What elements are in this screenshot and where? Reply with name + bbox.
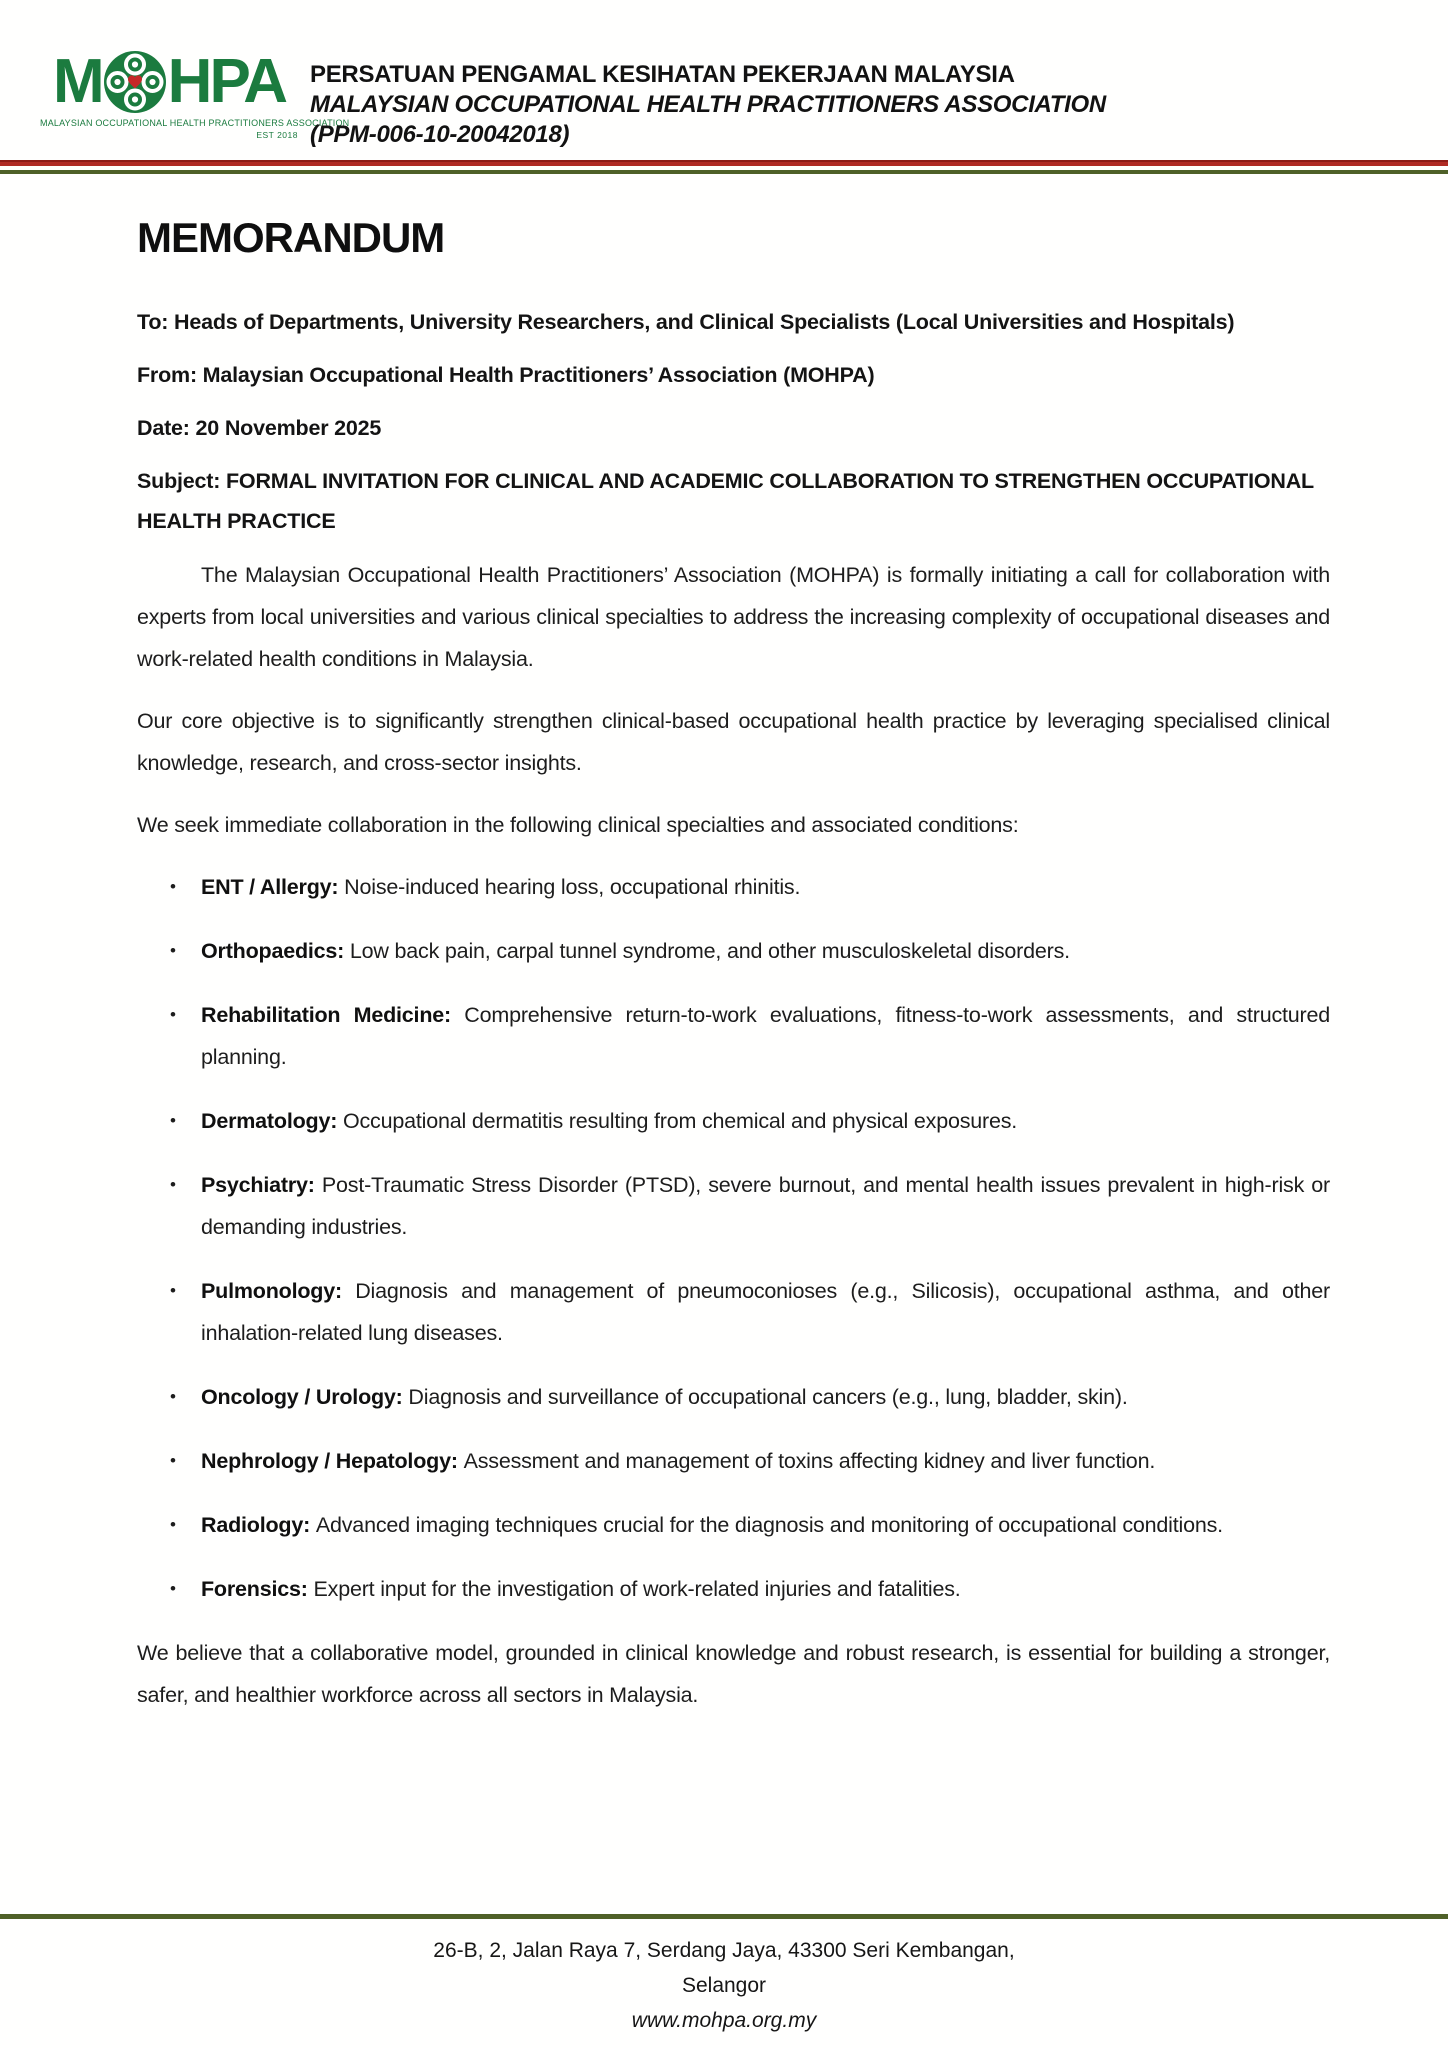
bullet-desc: Advanced imaging techniques crucial for the diagnosis and monitoring of occupational conditions. xyxy=(315,1513,1223,1537)
bullet-desc: Noise-induced hearing loss, occupational rhinitis. xyxy=(344,875,801,899)
memo-body xyxy=(0,174,1448,1736)
letterhead xyxy=(0,0,1448,160)
bullet-term: ENT / Allergy: xyxy=(201,875,345,899)
paragraph-objective: Our core objective is to significantly strengthen clinical-based occupational health practice by leveraging specialised clinical knowledge, research, and cross-sector insights. xyxy=(137,709,1330,775)
bullet-term: Rehabilitation Medicine: xyxy=(201,1003,465,1027)
mohpa-logo xyxy=(40,47,350,140)
page-footer xyxy=(0,1914,1448,2048)
bullet-term: Pulmonology: xyxy=(201,1279,356,1303)
list-item xyxy=(137,1376,1330,1418)
bullet-icon: • xyxy=(170,1175,176,1194)
list-item xyxy=(137,1440,1330,1482)
list-item xyxy=(137,930,1330,972)
bullet-icon: • xyxy=(170,877,176,896)
logo-est-year: EST 2018 xyxy=(256,130,298,140)
bullet-desc: Comprehensive return-to-work evaluations, fitness-to-work assessments, and structured planning. xyxy=(201,1003,1331,1069)
list-item xyxy=(137,1504,1330,1546)
bullet-icon: • xyxy=(170,1515,176,1534)
bullet-desc: Low back pain, carpal tunnel syndrome, and other musculoskeletal disorders. xyxy=(349,939,1070,963)
memo-from-line: From: Malaysian Occupational Health Practitioners’ Association (MOHPA) xyxy=(137,363,875,387)
bullet-desc: Diagnosis and management of pneumoconioses (e.g., Silicosis), occupational asthma, and other inhalation-related lung diseases. xyxy=(201,1279,1330,1345)
bullet-icon: • xyxy=(170,1281,176,1300)
bullet-icon: • xyxy=(170,1579,176,1598)
bullet-desc: Assessment and management of toxins affecting kidney and liver function. xyxy=(463,1449,1156,1473)
paragraph-introduction: The Malaysian Occupational Health Practitioners’ Association (MOHPA) is formally initiating a call for collaboration with experts from local universities and various clinical specialties to address the increasing complexity of occupational diseases and work-related health conditions in Malaysia. xyxy=(137,563,1330,671)
list-item xyxy=(137,866,1330,908)
footer-address-line2: Selangor xyxy=(681,1974,767,1997)
paragraph-closing: We believe that a collaborative model, grounded in clinical knowledge and robust research, is essential for building a stronger, safer, and healthier workforce across all sectors in Malaysia. xyxy=(137,1641,1330,1707)
logo-emblem-icon xyxy=(103,50,167,114)
bullet-term: Orthopaedics: xyxy=(201,939,350,963)
org-name-malay: PERSATUAN PENGAMAL KESIHATAN PEKERJAAN MALAYSIA xyxy=(310,61,1015,88)
bullet-desc: Expert input for the investigation of work-related injuries and fatalities. xyxy=(313,1577,961,1601)
bullet-term: Radiology: xyxy=(201,1513,316,1537)
page-title: MEMORANDUM xyxy=(137,214,445,261)
organisation-header xyxy=(298,50,1106,150)
bullet-term: Nephrology / Hepatology: xyxy=(201,1449,464,1473)
memo-to-line: To: Heads of Departments, University Researchers, and Clinical Specialists (Local Universities and Hospitals) xyxy=(137,310,1235,334)
bullet-icon: • xyxy=(170,1387,176,1406)
list-item xyxy=(137,1568,1330,1610)
bullet-term: Forensics: xyxy=(201,1577,314,1601)
list-item xyxy=(137,1270,1330,1354)
logo-wordmark xyxy=(40,47,298,116)
bullet-term: Oncology / Urology: xyxy=(201,1385,409,1409)
bullet-icon: • xyxy=(170,1451,176,1470)
org-name-english: MALAYSIAN OCCUPATIONAL HEALTH PRACTITIONERS ASSOCIATION xyxy=(310,91,1106,118)
memo-date-line: Date: 20 November 2025 xyxy=(137,416,382,440)
footer-website: www.mohpa.org.my xyxy=(631,2009,817,2032)
memo-subject-line: Subject: FORMAL INVITATION FOR CLINICAL AND ACADEMIC COLLABORATION TO STRENGTHEN OCCUPATIONAL HEALTH PRACTICE xyxy=(137,469,1314,533)
bullet-icon: • xyxy=(170,1111,176,1130)
list-item xyxy=(137,1100,1330,1142)
logo-subtext: MALAYSIAN OCCUPATIONAL HEALTH PRACTITIONERS ASSOCIATION xyxy=(40,118,350,128)
logo-letter-m: M xyxy=(53,47,102,116)
bullet-desc: Post-Traumatic Stress Disorder (PTSD), severe burnout, and mental health issues prevalent in high-risk or demanding industries. xyxy=(201,1173,1331,1239)
footer-address-line1: 26-B, 2, Jalan Raya 7, Serdang Jaya, 43300 Seri Kembangan, xyxy=(433,1939,1015,1962)
bullet-desc: Occupational dermatitis resulting from chemical and physical exposures. xyxy=(342,1109,1018,1133)
list-item xyxy=(137,994,1330,1078)
logo-letters-hpa: HPA xyxy=(167,47,285,116)
bullet-icon: • xyxy=(170,1005,176,1024)
list-item xyxy=(137,1164,1330,1248)
bullet-term: Psychiatry: xyxy=(201,1173,322,1197)
bullet-icon: • xyxy=(170,941,176,960)
paragraph-list-lead: We seek immediate collaboration in the following clinical specialties and associated conditions: xyxy=(137,813,1019,837)
specialty-list xyxy=(137,866,1330,1610)
org-registration-number: (PPM-006-10-20042018) xyxy=(310,121,570,148)
bullet-term: Dermatology: xyxy=(201,1109,343,1133)
bullet-desc: Diagnosis and surveillance of occupational cancers (e.g., lung, bladder, skin). xyxy=(408,1385,1128,1409)
